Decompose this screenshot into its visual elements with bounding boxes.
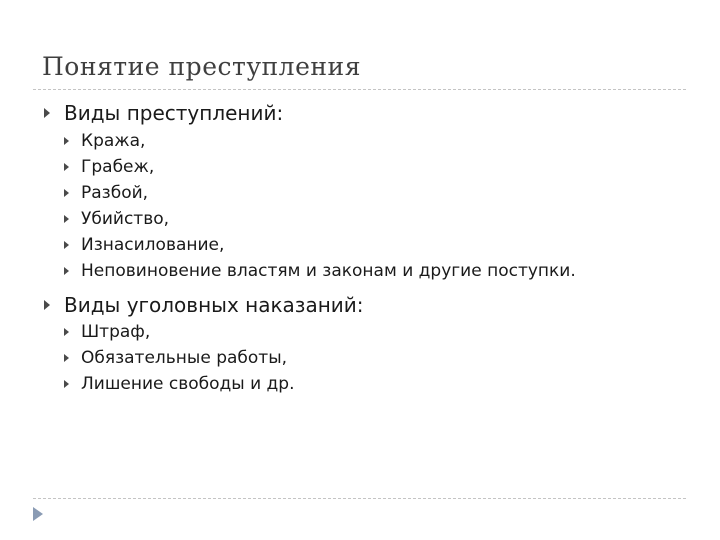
section-heading-label: Виды уголовных наказаний: — [64, 293, 364, 317]
list-item-label: Обязательные работы, — [81, 348, 288, 368]
bullet-arrow-icon — [64, 163, 69, 171]
list-item — [64, 348, 287, 368]
slide-title: Понятие преступления — [42, 52, 361, 81]
bullet-arrow-icon — [64, 380, 69, 388]
section-heading-crimes — [44, 101, 283, 125]
list-item-label: Кража, — [81, 131, 146, 151]
bullet-arrow-icon — [44, 108, 50, 118]
bullet-arrow-icon — [64, 241, 69, 249]
list-item-label: Разбой, — [81, 183, 149, 203]
list-item — [64, 157, 154, 177]
bullet-arrow-icon — [44, 300, 50, 310]
list-item-label: Штраф, — [81, 322, 151, 342]
bullet-arrow-icon — [64, 215, 69, 223]
title-divider — [33, 89, 686, 90]
list-item-label: Грабеж, — [81, 157, 155, 177]
triangle-right-icon[interactable] — [33, 507, 43, 521]
list-item-label: Лишение свободы и др. — [81, 374, 295, 394]
list-item — [64, 374, 295, 394]
list-item — [64, 322, 150, 342]
list-item-label: Изнасилование, — [81, 235, 225, 255]
list-item-label: Неповиновение властям и законам и другие поступки. — [81, 261, 576, 281]
bullet-arrow-icon — [64, 267, 69, 275]
bullet-arrow-icon — [64, 328, 69, 336]
bullet-arrow-icon — [64, 189, 69, 197]
section-heading-label: Виды преступлений: — [64, 101, 284, 125]
list-item — [64, 235, 224, 255]
list-item — [64, 131, 145, 151]
bullet-arrow-icon — [64, 354, 69, 362]
section-heading-punishments — [44, 293, 364, 317]
list-item-label: Убийство, — [81, 209, 170, 229]
bullet-arrow-icon — [64, 137, 69, 145]
list-item — [64, 261, 576, 281]
list-item — [64, 209, 169, 229]
list-item — [64, 183, 148, 203]
footer-divider — [33, 498, 686, 499]
